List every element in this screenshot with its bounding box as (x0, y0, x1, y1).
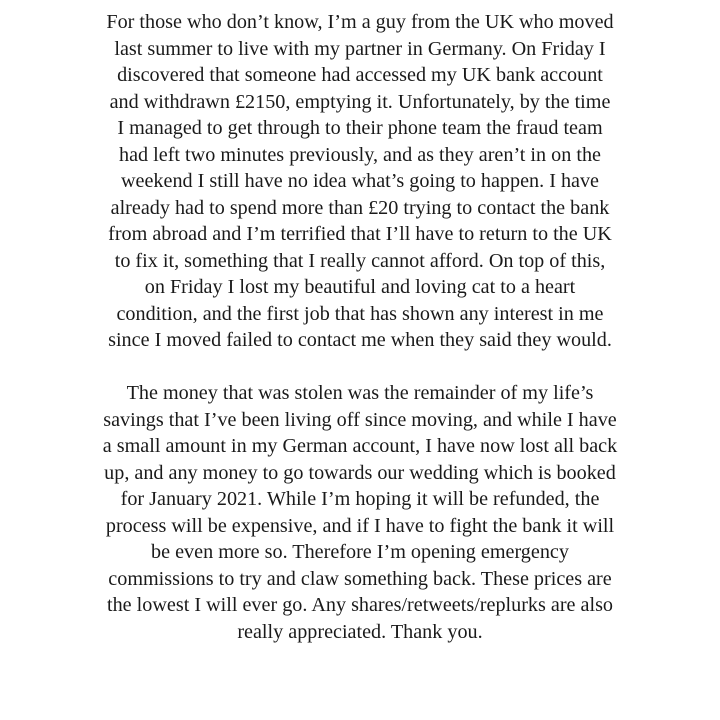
text-line: commissions to try and claw something back. These prices are (108, 567, 612, 590)
text-line: already had to spend more than £20 trying to contact the bank (110, 196, 610, 219)
text-line: weekend I still have no idea what’s going to happen. I have (120, 170, 599, 192)
text-line: process will be expensive, and if I have to fight the bank it will (105, 514, 615, 537)
text-line: from abroad and I’m terrified that I’ll have to return to the UK (108, 223, 612, 245)
text-line: had left two minutes previously, and as they aren’t in on the (119, 143, 601, 166)
text-line: on Friday I lost my beautiful and loving cat to a heart (144, 276, 576, 298)
paragraph-1 (0, 9, 720, 354)
paragraph-2 (0, 380, 720, 645)
text-line: For those who don’t know, I’m a guy from the UK who moved (106, 11, 614, 33)
text-line: last summer to live with my partner in Germany. On Friday I (114, 37, 606, 60)
text-line: discovered that someone had accessed my UK bank account (117, 64, 603, 86)
text-line: for January 2021. While I’m hoping it will be refunded, the (120, 488, 600, 510)
text-line: I managed to get through to their phone team the fraud team (117, 117, 603, 139)
text-line: The money that was stolen was the remainder of my life’s (126, 382, 594, 404)
text-line: really appreciated. Thank you. (237, 620, 483, 643)
text-line: savings that I’ve been living off since moving, and while I have (103, 408, 617, 431)
text-line: a small amount in my German account, I have now lost all back (102, 435, 618, 457)
text-line: be even more so. Therefore I’m opening emergency (151, 541, 569, 563)
text-line: condition, and the first job that has shown any interest in me (116, 302, 604, 325)
text-line: and withdrawn £2150, emptying it. Unfortunately, by the time (109, 90, 611, 113)
text-line: the lowest I will ever go. Any shares/retweets/replurks are also (107, 594, 613, 616)
text-line: to fix it, something that I really cannot afford. On top of this, (114, 249, 606, 272)
paragraph-spacer (0, 354, 720, 381)
text-line: up, and any money to go towards our wedding which is booked (104, 461, 616, 484)
text-line: since I moved failed to contact me when they said they would. (108, 329, 612, 351)
